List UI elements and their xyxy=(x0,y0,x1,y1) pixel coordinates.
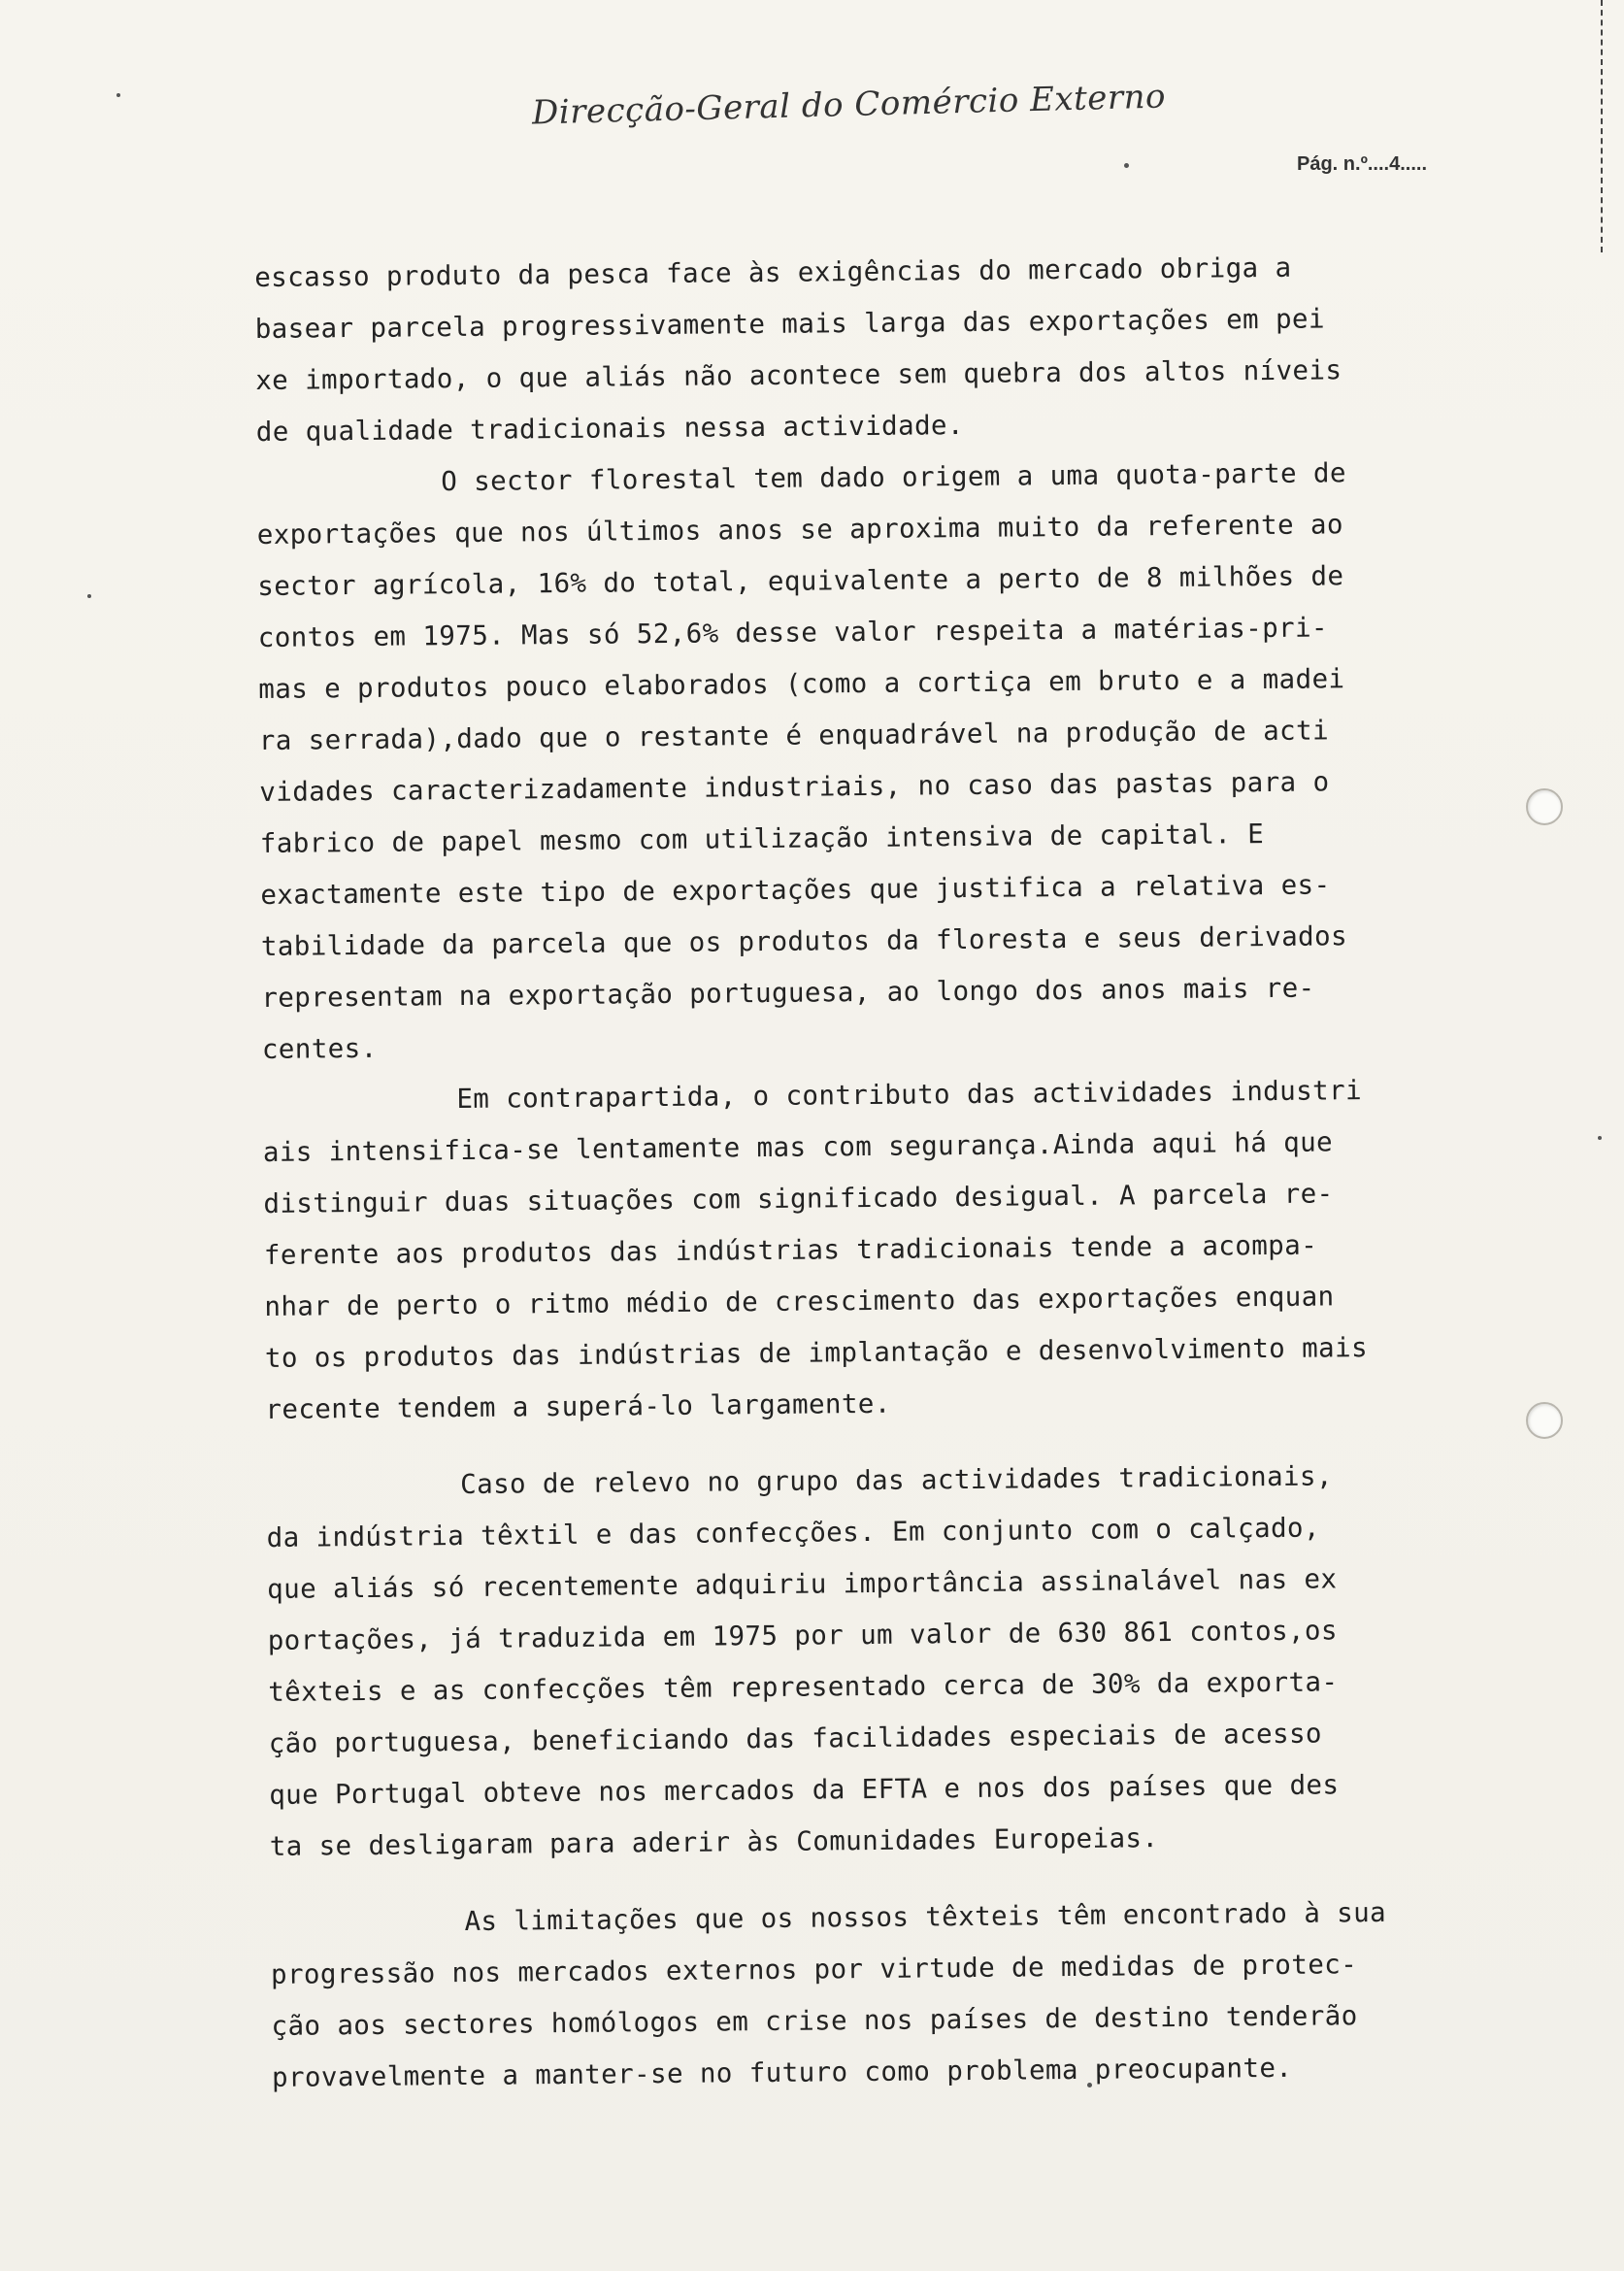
text-line: to os produtos das indústrias de implantação e desenvolvimento mais xyxy=(264,1332,1369,1374)
text-line: vidades caracterizadamente industriais, no caso das pastas para o xyxy=(259,766,1330,808)
text-line: tabilidade da parcela que os produtos da floresta e seus derivados xyxy=(260,920,1348,962)
text-line: centes. xyxy=(261,1032,378,1065)
text-line: ção aos sectores homólogos em crise nos países de destino tenderão xyxy=(271,2000,1358,2042)
text-line: mas e produtos pouco elaborados (como a cortiça em bruto e a madei xyxy=(258,663,1345,705)
text-line: sector agrícola, 16% do total, equivalente a perto de 8 milhões de xyxy=(257,560,1344,602)
text-line: ra serrada),dado que o restante é enquadrável na produção de acti xyxy=(258,715,1330,756)
text-line: ta se desligaram para aderir às Comunidades Europeias. xyxy=(269,1822,1159,1862)
paragraph-start: Em contrapartida, o contributo das actividades industri xyxy=(456,1075,1363,1116)
text-line: exactamente este tipo de exportações que justifica a relativa es- xyxy=(260,869,1331,911)
text-line: fabrico de papel mesmo com utilização intensiva de capital. E xyxy=(259,818,1265,859)
text-line: de qualidade tradicionais nessa actividade. xyxy=(255,409,965,448)
page-number: Pág. n.º....4..... xyxy=(1297,153,1428,175)
speck xyxy=(116,93,120,97)
text-line: têxteis e as confecções têm representado cerca de 30% da exporta- xyxy=(268,1666,1339,1708)
paragraph-start: Caso de relevo no grupo das actividades tradicionais, xyxy=(460,1460,1334,1501)
speck xyxy=(87,594,91,598)
text-line: distinguir duas situações com significado desigual. A parcela re- xyxy=(263,1178,1334,1219)
text-line: basear parcela progressivamente mais larga das exportações em pei xyxy=(254,303,1326,345)
text-line: ferente aos produtos das indústrias tradicionais tende a acompa- xyxy=(263,1229,1318,1271)
text-line: nhar de perto o ritmo médio de crescimento das exportações enquan xyxy=(264,1281,1335,1322)
text-line: representam na exportação portuguesa, ao longo dos anos mais re- xyxy=(261,972,1315,1014)
text-line: escasso produto da pesca face às exigências do mercado obriga a xyxy=(254,251,1292,293)
letterhead: Direcção-Geral do Comércio Externo xyxy=(531,77,1167,133)
text-line: portações, já traduzida em 1975 por um valor de 630 861 contos,os xyxy=(267,1615,1339,1656)
text-line: que aliás só recentemente adquiriu importância assinalável nas ex xyxy=(267,1563,1338,1605)
text-line: recente tendem a superá-lo largamente. xyxy=(265,1387,891,1425)
paragraph-start: As limitações que os nossos têxteis têm encontrado à sua xyxy=(464,1896,1387,1938)
body-text xyxy=(254,240,1573,2104)
text-line: provavelmente a manter-se no futuro como problema preocupante. xyxy=(271,2052,1293,2093)
speck xyxy=(1124,163,1129,168)
text-line: exportações que nos últimos anos se aproxima muito da referente ao xyxy=(256,509,1344,551)
speck xyxy=(1598,1136,1602,1140)
text-line: ção portuguesa, beneficiando das facilidades especiais de acesso xyxy=(268,1718,1323,1759)
text-line: ais intensifica-se lentamente mas com segurança.Ainda aqui há que xyxy=(262,1126,1334,1168)
paragraph-start: O sector florestal tem dado origem a uma quota-parte de xyxy=(441,457,1346,498)
page-edge-perforation xyxy=(1598,0,1603,252)
text-line: que Portugal obteve nos mercados da EFTA e nos dos países que des xyxy=(269,1769,1340,1811)
text-line: progressão nos mercados externos por virtude de medidas de protec- xyxy=(270,1949,1358,1990)
text-line: xe importado, o que aliás não acontece sem quebra dos altos níveis xyxy=(255,354,1342,396)
text-line: da indústria têxtil e das confecções. Em conjunto com o calçado, xyxy=(266,1512,1321,1553)
text-line: contos em 1975. Mas só 52,6% desse valor respeita a matérias-pri- xyxy=(257,612,1329,653)
